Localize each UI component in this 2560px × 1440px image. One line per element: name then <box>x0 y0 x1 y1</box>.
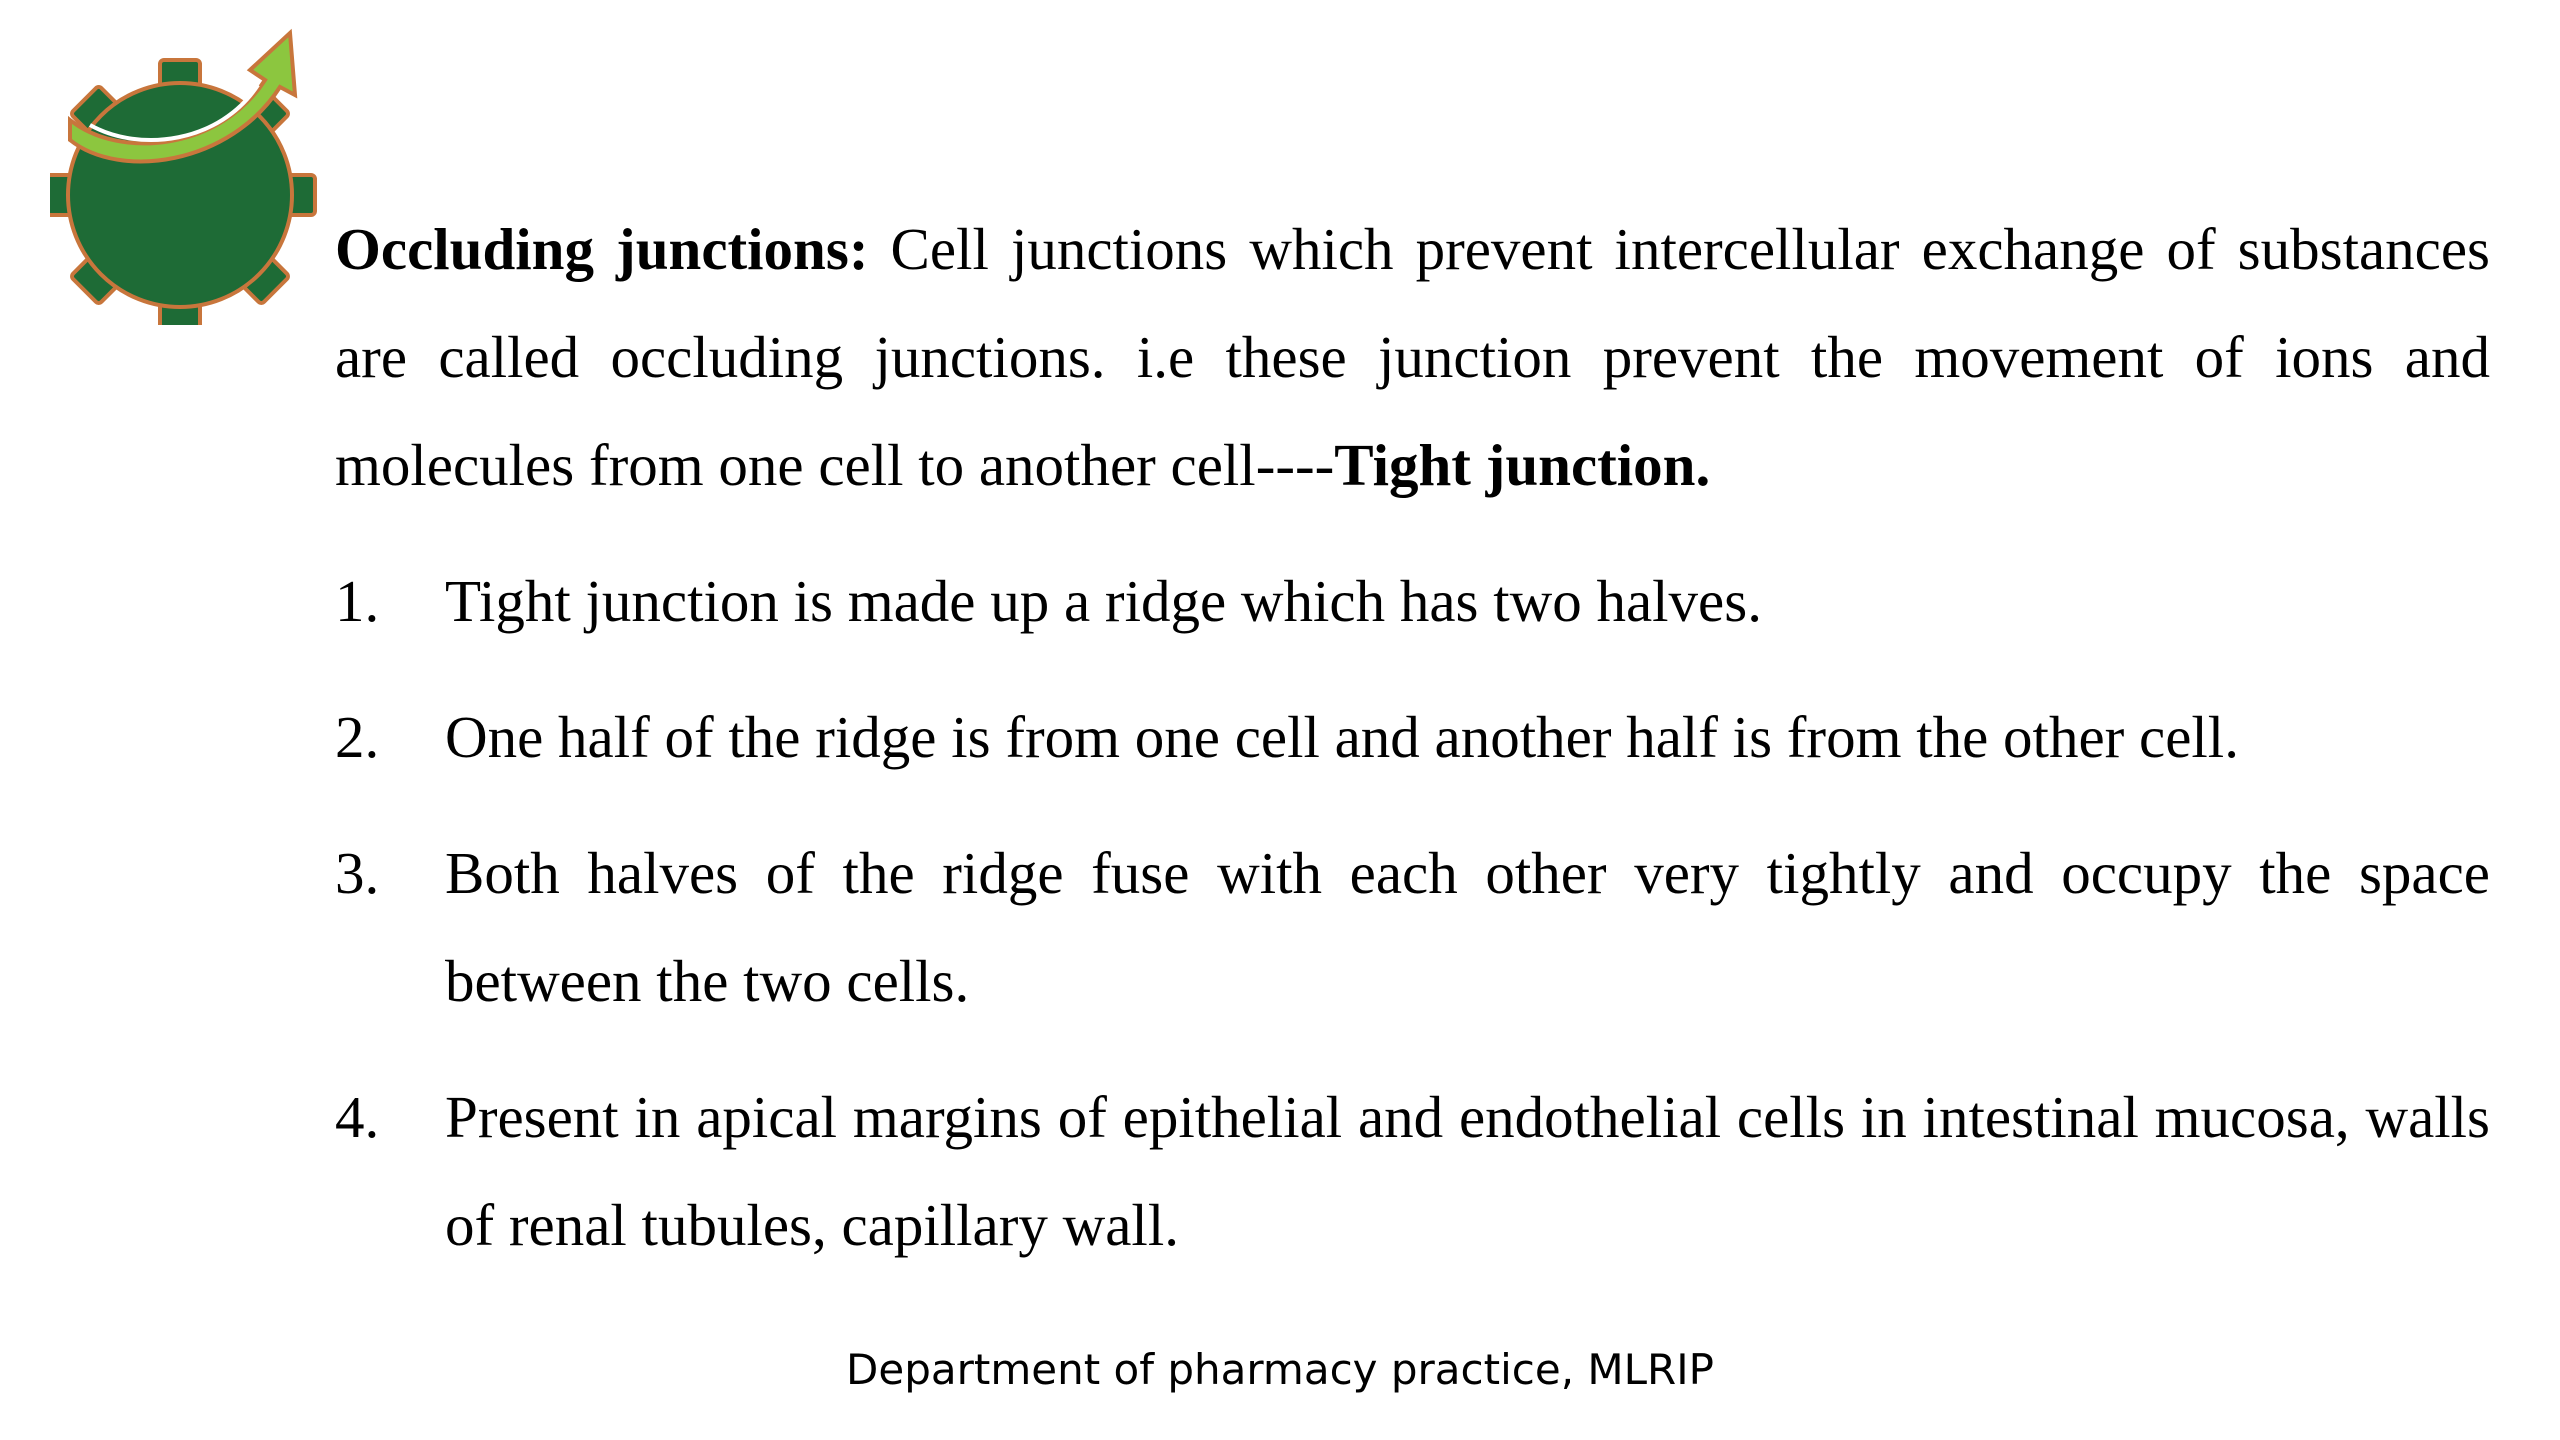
list-item-text: Tight junction is made up a ridge which has two halves. <box>445 568 1762 634</box>
list-item-number: 3. <box>335 840 380 906</box>
list-item-number: 2. <box>335 704 380 770</box>
list-item <box>335 819 2490 1035</box>
intro-emphasis: Tight junction. <box>1334 432 1711 498</box>
list-item-text: Present in apical margins of epithelial and endothelial cells in intestinal mucosa, walls of renal tubules, capillary wall. <box>445 1084 2490 1258</box>
list-item <box>335 547 2490 655</box>
list-item <box>335 683 2490 791</box>
list-item <box>335 1063 2490 1279</box>
list-item-text: Both halves of the ridge fuse with each other very tightly and occupy the space between the two cells. <box>445 840 2490 1014</box>
intro-term: Occluding junctions: <box>335 216 869 282</box>
list-item-text: One half of the ridge is from one cell and another half is from the other cell. <box>445 704 2239 770</box>
intro-paragraph <box>335 195 2490 519</box>
intro-text: Cell junctions which prevent intercellular exchange of substances are called occluding junctions. i.e these junction prevent the movement of ions and molecules from one cell to another cell---- <box>335 216 2490 498</box>
footer: Department of pharmacy practice, MLRIP <box>846 1345 1714 1394</box>
numbered-list <box>335 547 2490 1279</box>
slide-content <box>335 195 2490 1307</box>
gear-with-arrow-logo-icon <box>50 25 330 325</box>
logo <box>50 25 330 325</box>
list-item-number: 4. <box>335 1084 380 1150</box>
list-item-number: 1. <box>335 568 380 634</box>
